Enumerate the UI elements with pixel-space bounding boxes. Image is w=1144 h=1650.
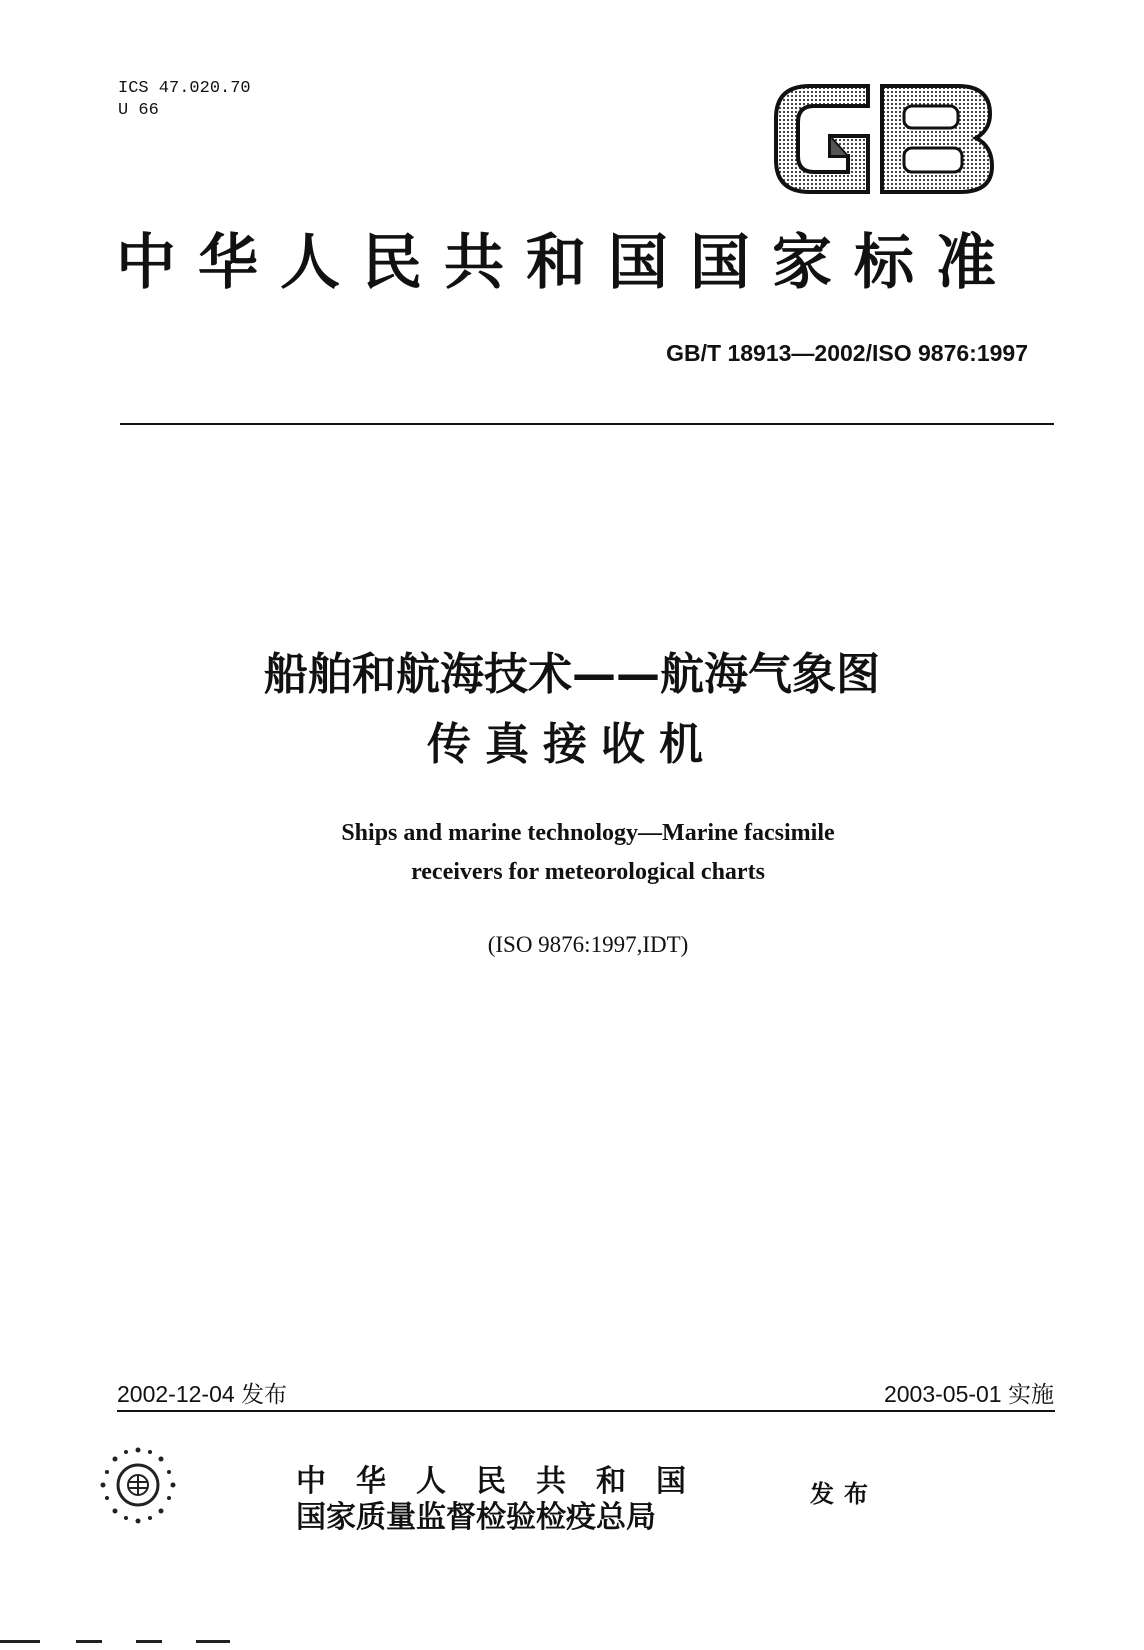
national-standard-title: 中华人民共和国国家标准 [116, 228, 1018, 298]
publisher-line2: 国家质量监督检验检疫总局 [296, 1500, 656, 1535]
publisher-verb: 发布 [810, 1479, 878, 1508]
scan-mark [196, 1640, 230, 1643]
scan-mark [0, 1640, 40, 1643]
ccs-code: U 66 [118, 101, 159, 120]
implementation-date: 2003-05-01 实施 [883, 1381, 1054, 1407]
standard-number: GB/T 18913—2002/ISO 9876:1997 [666, 340, 1028, 366]
ics-code: ICS 47.020.70 [118, 79, 251, 98]
classification-codes [118, 78, 251, 122]
title-cn-line1: 船舶和航海技术——航海气象图 [264, 649, 880, 700]
title-cn-line2: 传真接收机 [427, 719, 717, 770]
publisher-line1: 中华人民共和国 [296, 1464, 716, 1499]
footer-divider [117, 1410, 1055, 1412]
gb-logo [770, 78, 998, 200]
agency-emblem [95, 1442, 181, 1528]
title-en-line2: receivers for meteorological charts [411, 859, 765, 885]
iso-reference: (ISO 9876:1997,IDT) [487, 932, 689, 957]
emblem-icon [95, 1442, 181, 1528]
bottom-scan-marks [0, 1640, 240, 1644]
title-en-line1: Ships and marine technology—Marine facsimile [341, 820, 835, 846]
scan-mark [136, 1640, 162, 1643]
scan-mark [76, 1640, 102, 1643]
header-divider [120, 423, 1054, 425]
issue-date: 2002-12-04 发布 [117, 1381, 288, 1407]
gb-logo-icon [770, 78, 998, 200]
